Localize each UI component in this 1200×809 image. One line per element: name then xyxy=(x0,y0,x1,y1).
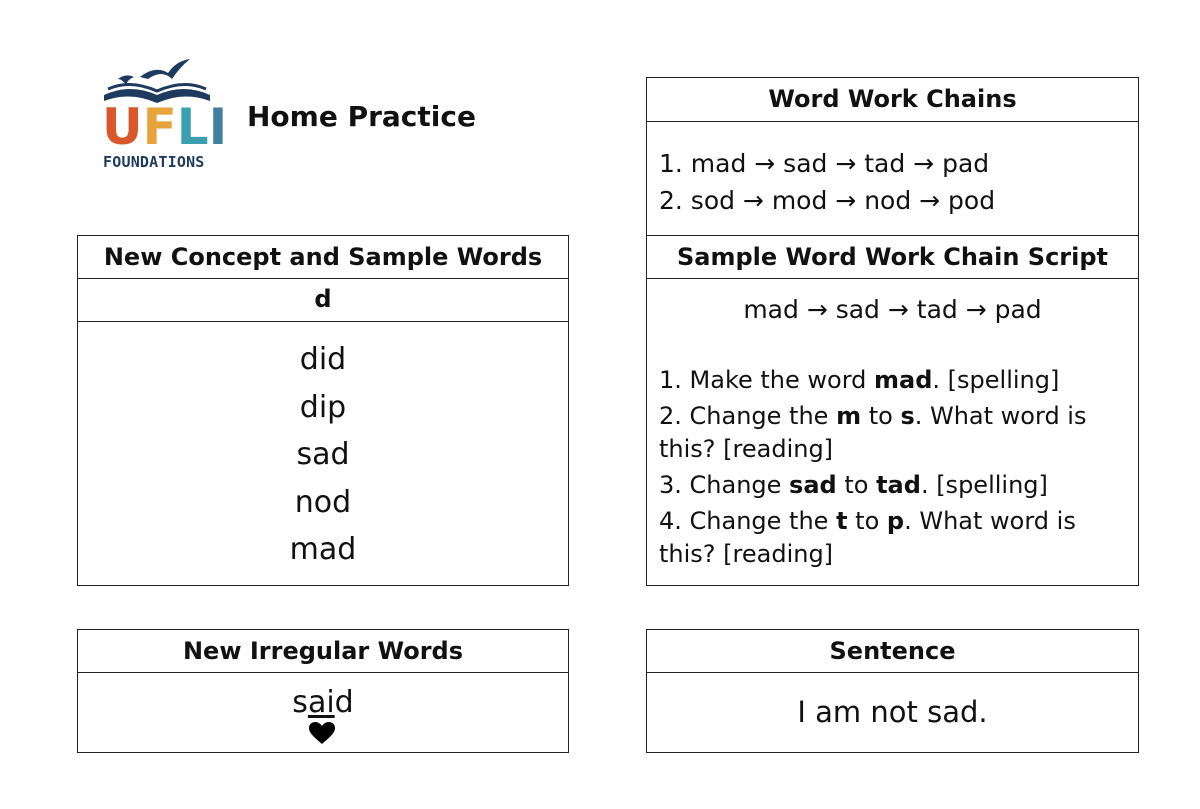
logo-letter-l: L xyxy=(176,98,209,156)
logo-letter-u: U xyxy=(102,98,143,156)
ufli-logo xyxy=(100,55,228,175)
script-chain: mad → sad → tad → pad xyxy=(743,295,1042,324)
irregular-words-header: New Irregular Words xyxy=(78,630,568,673)
sample-words-list xyxy=(78,322,568,574)
logo-subtitle: FOUNDATIONS xyxy=(103,153,205,171)
sentence-text: I am not sad. xyxy=(797,695,988,729)
script-step-1: 1. Make the word mad. [spelling] xyxy=(659,366,1060,394)
chain-script-box xyxy=(646,235,1139,586)
irregular-word xyxy=(78,685,568,721)
chains-list xyxy=(647,122,1138,219)
sentence-box xyxy=(646,629,1139,753)
script-step-3: 3. Change sad to tad. [spelling] xyxy=(659,471,1048,499)
word-work-chains-header: Word Work Chains xyxy=(647,78,1138,122)
logo-letter-f: F xyxy=(142,98,177,156)
page-title: Home Practice xyxy=(247,100,476,133)
irregular-word-tricky-part: ai xyxy=(307,685,335,720)
sample-word: dip xyxy=(299,389,347,425)
new-concept-box xyxy=(77,235,569,586)
new-concept-header: New Concept and Sample Words xyxy=(78,236,568,279)
chain-item: 1. mad → sad → tad → pad xyxy=(659,149,990,178)
sample-word: mad xyxy=(289,532,357,567)
irregular-word-part: d xyxy=(334,685,354,720)
logo-letter-i: I xyxy=(208,98,228,156)
irregular-words-box xyxy=(77,629,569,753)
heart-icon xyxy=(308,721,336,745)
sample-word: nod xyxy=(294,484,352,520)
sample-word: did xyxy=(299,342,347,377)
chain-item: 2. sod → mod → nod → pod xyxy=(659,186,996,215)
sentence-header: Sentence xyxy=(647,630,1138,673)
concept-letter: d xyxy=(78,279,568,322)
chain-script-header: Sample Word Work Chain Script xyxy=(647,236,1138,279)
irregular-word-part: s xyxy=(292,685,308,720)
script-step-2: 2. Change the m to s. What word is this? [reading] xyxy=(659,402,1087,463)
word-work-chains-box xyxy=(646,77,1139,236)
script-step-4: 4. Change the t to p. What word is this? [reading] xyxy=(659,507,1076,568)
script-steps xyxy=(647,324,1138,571)
sample-word: sad xyxy=(296,437,350,472)
